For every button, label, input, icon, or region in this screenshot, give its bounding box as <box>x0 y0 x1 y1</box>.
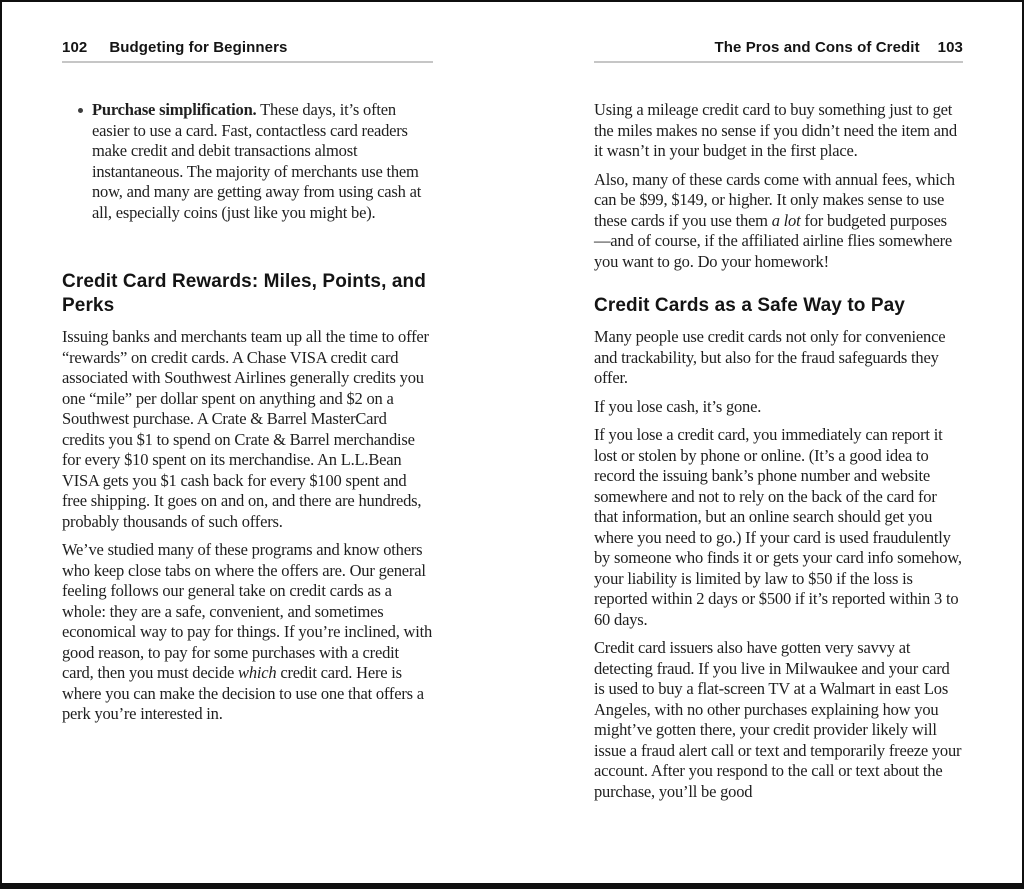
section-heading-safe-pay: Credit Cards as a Safe Way to Pay <box>594 295 905 316</box>
bullet-paragraph: Purchase simplification. These days, it’s often easier to use a card. Fast, contactless card readers make credit and debit transactions almost instantaneous. The majority of merchants use them now, and many are getting away from using cash at all, especially coins (just like you might be). <box>92 100 422 222</box>
bullet-item <box>78 100 433 223</box>
running-head-left <box>62 39 433 56</box>
bullet-icon <box>78 108 83 113</box>
header-rule-left <box>62 61 433 63</box>
running-title-right: The Pros and Cons of Credit <box>714 39 920 56</box>
page-102 <box>62 2 433 733</box>
paragraph-mileage: Using a mileage credit card to buy something just to get the miles makes no sense if you didn’t need the item and it wasn’t in your budget in the first place. <box>594 100 957 160</box>
paragraph-rewards-1: Issuing banks and merchants team up all the time to offer “rewards” on credit cards. A Chase VISA credit card associated with Southwest Airlines generally credits you one “mile” per dollar spent on anything and $2 on a Southwest purchase. A Crate & Barrel MasterCard credits you $1 to spend on Crate & Barrel merchandise for every $10 spent on its merchandise. An L.L.Bean VISA gets you $1 cash back for every $100 spent and free shipping. It goes on and on, and there are hundreds, probably thousands of such offers. <box>62 327 429 531</box>
paragraph-fraud-detection: Credit card issuers also have gotten very savvy at detecting fraud. If you live in Milwaukee and your card is used to buy a flat-screen TV at a Walmart in east Los Angeles, with no other purchases explaining how you might’ve gotten there, your credit provider likely will issue a fraud alert call or text and temporarily freeze your account. After you respond to the call or text about the purchase, you’ll be good <box>594 638 962 801</box>
paragraph-safeguards: Many people use credit cards not only for convenience and trackability, but also for the fraud safeguards they offer. <box>594 327 946 387</box>
paragraph-rewards-2: We’ve studied many of these programs and know others who keep close tabs on where the offers are. Our general feeling follows our general take on credit cards as a whole: they are a safe, convenient, and sometimes economical way to pay for things. If you’re inclined, with good reason, to pay for some purchases with a credit card, then you must decide which credit card. Here is where you can make the decision to use one that offers a perk you’re interested in. <box>62 540 433 723</box>
page-103 <box>594 2 963 810</box>
header-rule-right <box>594 61 963 63</box>
running-title-left: Budgeting for Beginners <box>109 39 288 56</box>
section-heading-rewards: Credit Card Rewards: Miles, Points, and Perks <box>62 271 426 316</box>
page-number-right: 103 <box>937 39 963 56</box>
running-head-right <box>594 39 963 56</box>
paragraph-lose-card: If you lose a credit card, you immediately can report it lost or stolen by phone or online. (It’s a good idea to record the issuing bank’s phone number and website somewhere and not to rely on the back of the card for that information, but an online search should get you where you need to go.) If your card is used fraudulently by someone who finds it or gets your card info somehow, your liability is limited by law to $50 if the loss is reported within 2 days or $500 if it’s reported within 3 to 60 days. <box>594 425 962 629</box>
page-number-left: 102 <box>62 39 88 56</box>
paragraph-lose-cash: If you lose cash, it’s gone. <box>594 396 762 416</box>
paragraph-annual-fees: Also, many of these cards come with annual fees, which can be $99, $149, or higher. It only makes sense to use these cards if you use them a lot for budgeted purposes—and of course, if the affiliated airline flies somewhere you want to go. Do your homework! <box>594 169 955 271</box>
